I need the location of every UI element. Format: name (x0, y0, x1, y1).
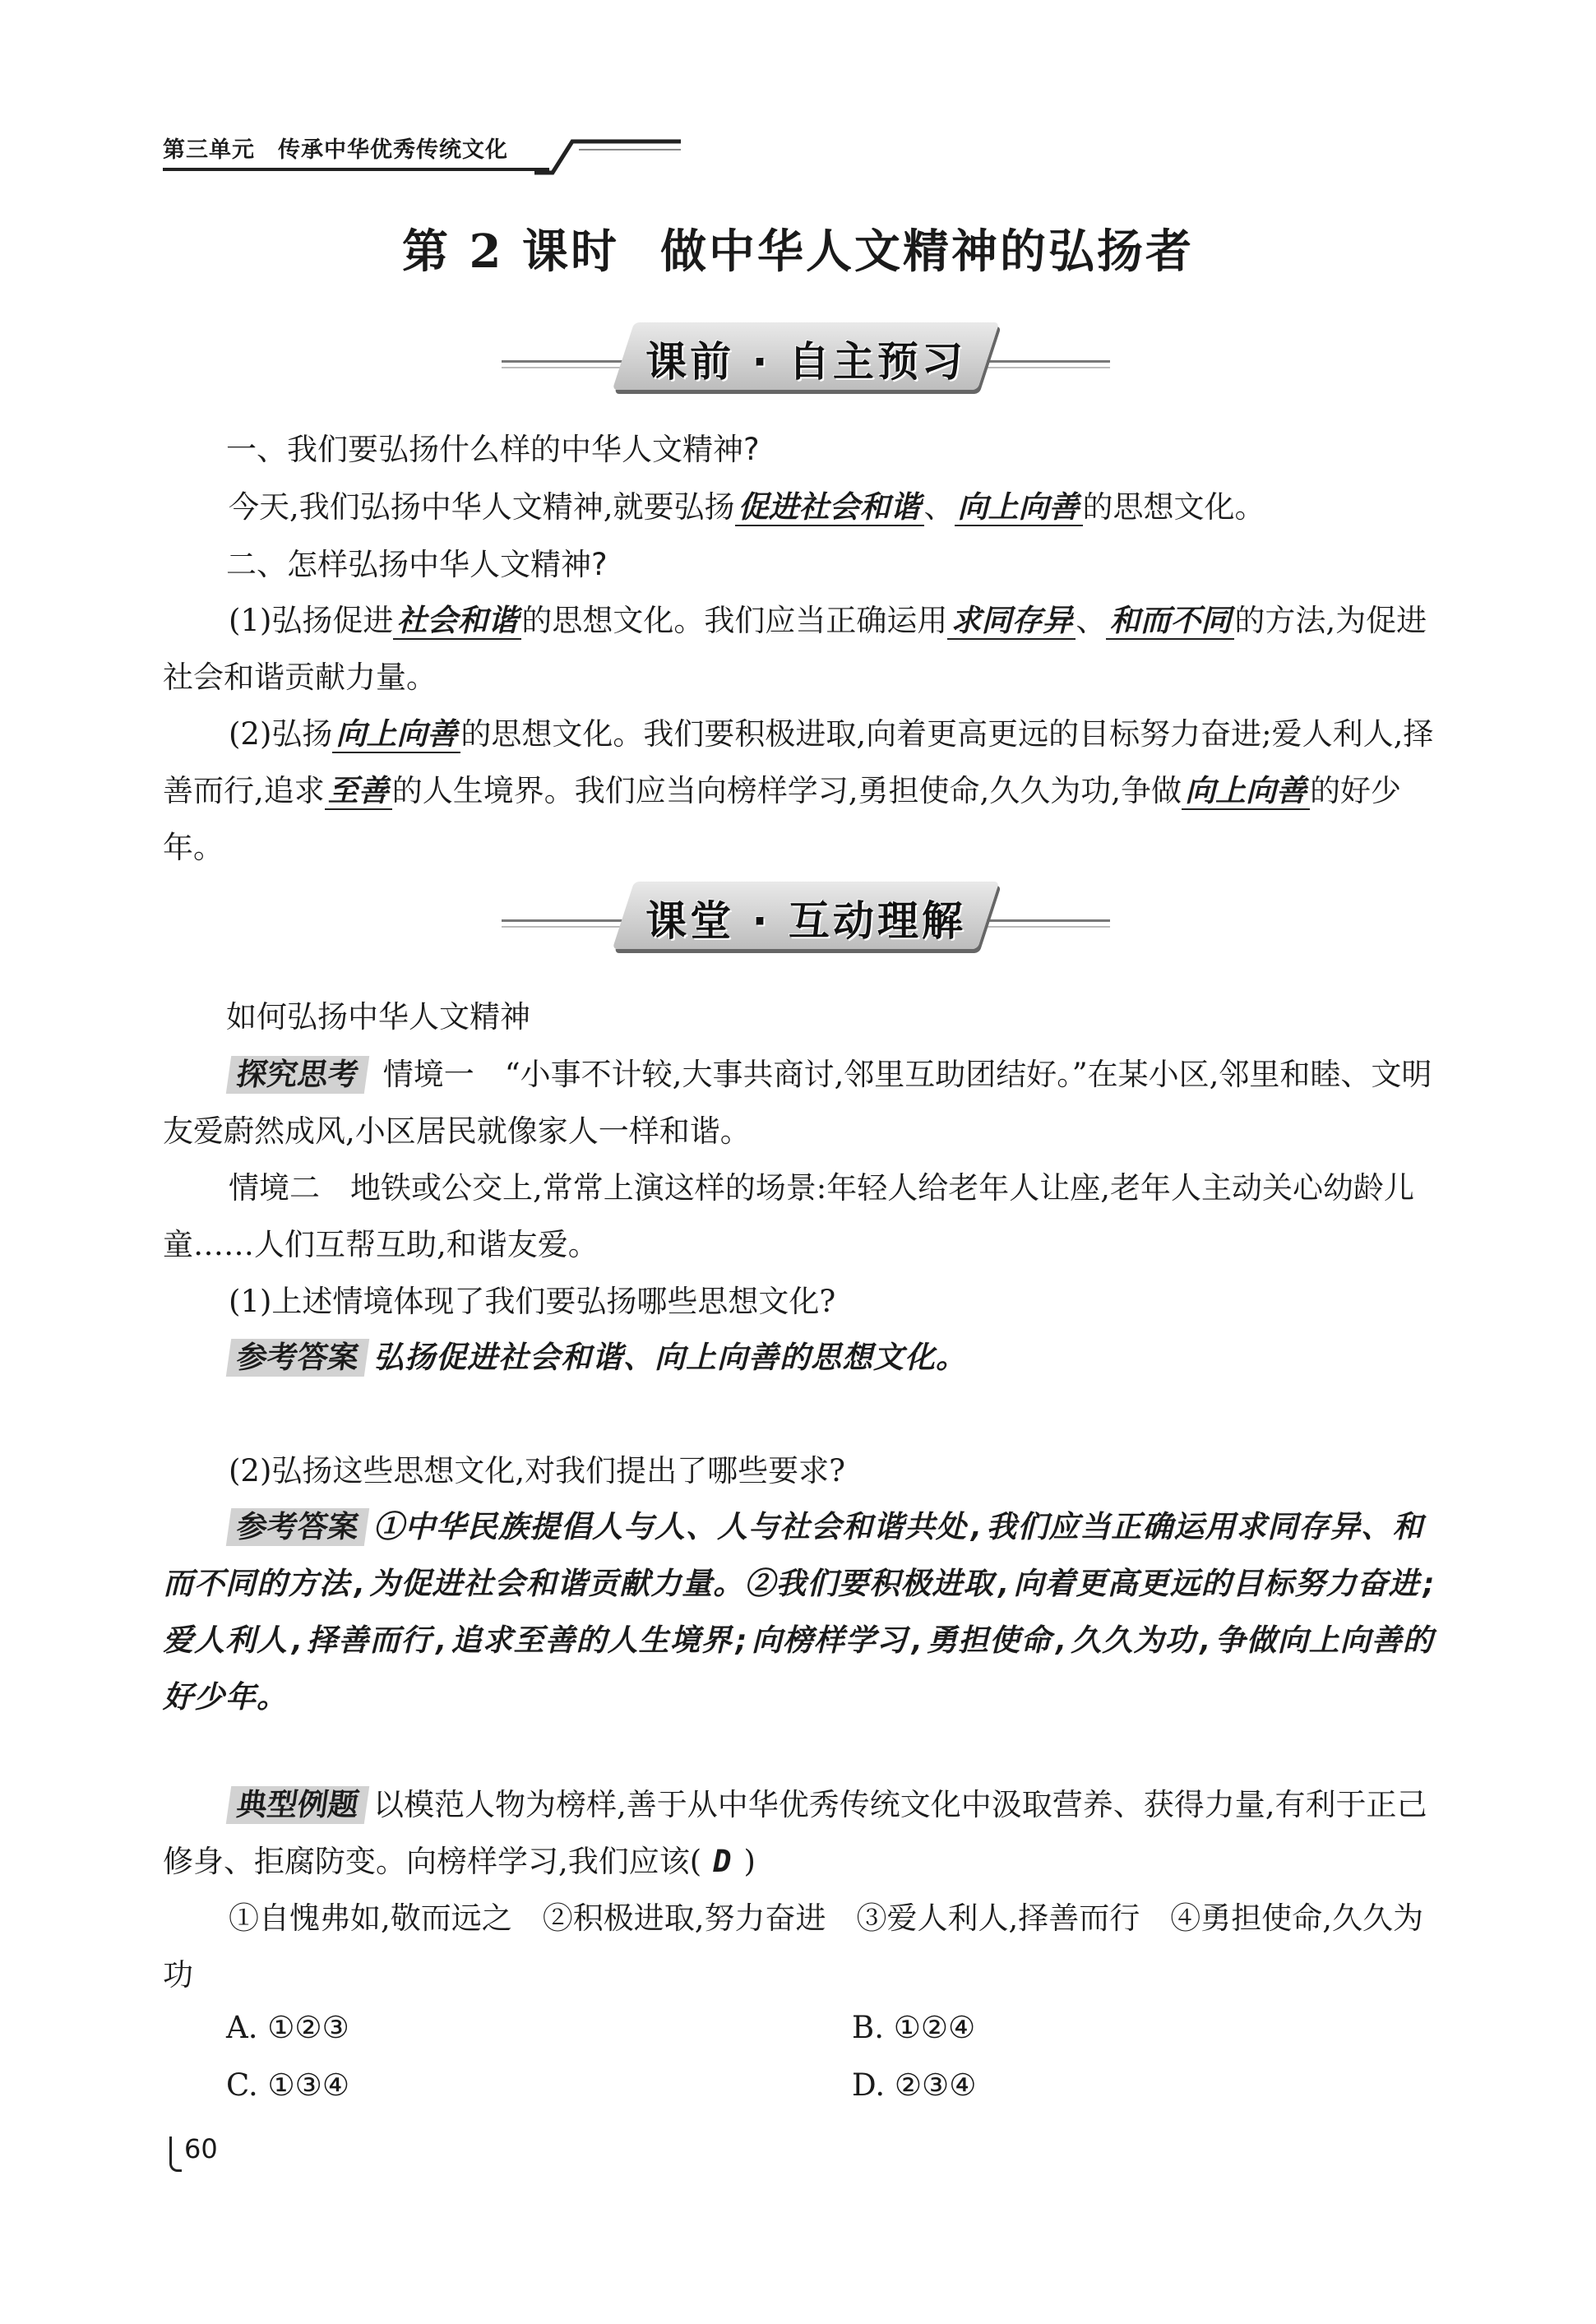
classroom-banner-label: 课堂 · 互动理解 (645, 897, 966, 945)
scene-1-label: 情境一 (382, 1057, 474, 1092)
option-c: C. ①③④ (226, 2067, 350, 2103)
scene-2 (163, 1160, 1446, 1273)
example-answer: D (713, 1844, 733, 1879)
scene-1-text: “小事不计较,大事共商讨,邻里互助团结好。”在某小区,邻里和睦、文明友爱蔚然成风,小区居民就像家人一样和谐。 (163, 1057, 1432, 1149)
classroom-topic: 如何弘扬中华人文精神 (226, 999, 530, 1035)
header-rule (163, 168, 549, 171)
lesson-name: 做中华人文精神的弘扬者 (659, 225, 1194, 279)
fill-blank: 社会和谐 (393, 603, 521, 640)
fill-blank: 向上向善 (955, 489, 1083, 526)
answer-1 (163, 1329, 1446, 1386)
preview-banner (502, 322, 1110, 405)
preview-point-1: (1)弘扬促进 社会和谐 的思想文化。我们应当正确运用 求同存异 、 和而不同 的方法,为促进社会和谐贡献力量。 (163, 603, 1427, 695)
classroom-question-2: (2)弘扬这些思想文化,对我们提出了哪些要求? (229, 1453, 846, 1488)
scene-1 (163, 1046, 1446, 1160)
header-slash-rule (534, 132, 682, 178)
example-stem: 以模范人物为榜样,善于从中华优秀传统文化中汲取营养、获得力量,有利于正己修身、拒腐防变。向榜样学习,我们应该( (163, 1787, 1427, 1879)
classroom-banner (502, 882, 1110, 964)
scene-2-label: 情境二 (229, 1170, 320, 1206)
preview-q2-heading: 二、怎样弘扬中华人文精神? (226, 547, 608, 582)
answer-2 (163, 1498, 1446, 1725)
preview-point-2: (2)弘扬 向上向善 的思想文化。我们要积极进取,向着更高更远的目标努力奋进;爱人利人,择善而行,追求 至善 的人生境界。我们应当向榜样学习,勇担使命,久久为功,争做 向上向善 的好少年。 (163, 716, 1434, 865)
preview-q1-heading: 一、我们要弘扬什么样的中华人文精神? (226, 432, 760, 467)
lesson-title (0, 215, 1596, 281)
fill-blank: 向上向善 (1182, 773, 1310, 810)
unit-title: 传承中华优秀传统文化 (278, 137, 508, 163)
preview-q1-answer: 今天,我们弘扬中华人文精神,就要弘扬 促进社会和谐 、 向上向善 的思想文化。 (229, 489, 1265, 525)
example-question: 典型例题 以模范人物为榜样,善于从中华优秀传统文化中汲取营养、获得力量,有利于正己修身、拒腐防变。向榜样学习,我们应该( D ) (163, 1787, 1427, 1879)
page-number: 60 (169, 2133, 227, 2171)
option-d: D. ②③④ (852, 2067, 977, 2103)
option-a: A. ①②③ (226, 2010, 349, 2045)
classroom-question-1: (1)上述情境体现了我们要弘扬哪些思想文化? (229, 1284, 836, 1319)
fill-blank: 求同存异 (947, 603, 1076, 640)
answer-2-text: ①中华民族提倡人与人、人与社会和谐共处,我们应当正确运用求同存异、和而不同的方法,为促进社会和谐贡献力量。②我们要积极进取,向着更高更远的目标努力奋进;爱人利人,择善而行,追求至善的人生境界;向榜样学习,勇担使命,久久为功,争做向上向善的好少年。 (163, 1509, 1439, 1715)
example-tag: 典型例题 (226, 1786, 369, 1824)
explore-tag: 探究思考 (226, 1056, 369, 1094)
answer-1-text: 弘扬促进社会和谐、向上向善的思想文化。 (373, 1340, 967, 1375)
fill-blank: 至善 (325, 773, 392, 810)
fill-blank: 和而不同 (1106, 603, 1234, 640)
unit-label: 第三单元 (163, 137, 255, 163)
fill-blank: 促进社会和谐 (735, 489, 924, 526)
answer-tag: 参考答案 (226, 1508, 369, 1546)
option-b: B. ①②④ (852, 2010, 976, 2045)
lesson-number: 第 2 课时 (402, 225, 619, 279)
scene-2-text: 地铁或公交上,常常上演这样的场景:年轻人给老年人让座,老年人主动关心幼龄儿童……人们互帮互助,和谐友爱。 (163, 1170, 1414, 1262)
example-statements: ①自愧弗如,敬而远之 ②积极进取,努力奋进 ③爱人利人,择善而行 ④勇担使命,久久为功 (163, 1900, 1424, 1993)
preview-banner-label: 课前 · 自主预习 (645, 338, 966, 386)
answer-tag: 参考答案 (226, 1339, 369, 1377)
fill-blank: 向上向善 (332, 716, 460, 753)
